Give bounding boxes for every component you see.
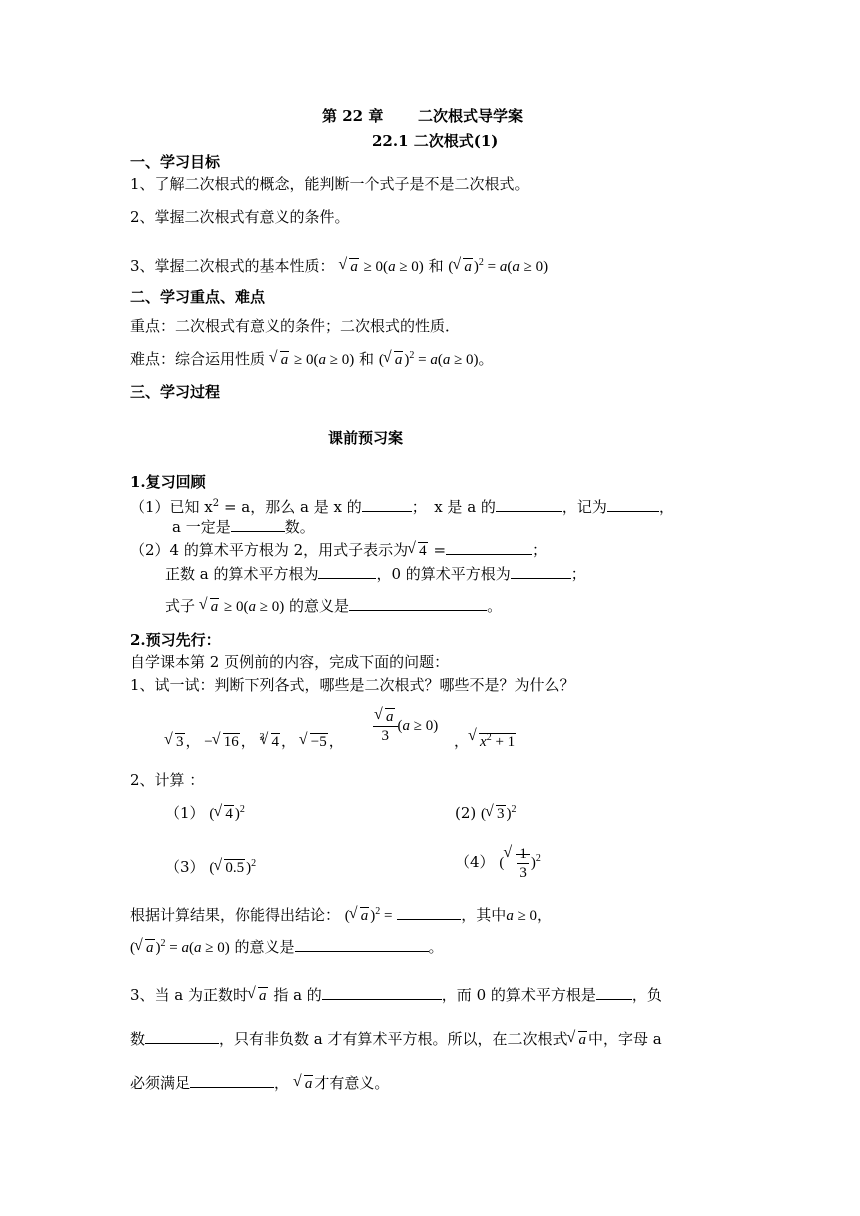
condition-a: a ≥ 0， xyxy=(506,908,553,924)
q2-text-c: ； xyxy=(532,541,548,559)
calc-1-expr: (√ 4 )$^2$ xyxy=(209,806,245,822)
q2-text-g: 式子 xyxy=(165,597,196,615)
q1-text-f: a 一定是 xyxy=(172,518,231,536)
preview-subheading: 课前预习案 xyxy=(328,429,404,447)
formula-nonneg: √ a ≥ 0(a ≥ 0) xyxy=(339,259,423,275)
difficult-prefix: 难点：综合运用性质 xyxy=(130,350,266,368)
q3-text-f: ，只有非负数 a 才有算术平方根。所以，在二次根式 xyxy=(219,1030,568,1048)
conclusion-line2 xyxy=(130,934,444,958)
conclusion-text-c: 的意义是 xyxy=(234,938,295,956)
blank-q2-4[interactable] xyxy=(349,596,487,611)
q3-text-d: ，负 xyxy=(631,986,662,1004)
q2-text-i: 。 xyxy=(487,597,503,615)
q1-text-d: ，记为 xyxy=(561,498,607,516)
goals-heading: 一、学习目标 xyxy=(130,153,221,171)
expr-sqrt-neg5: √ −5 xyxy=(300,734,329,750)
blank-q2-3[interactable] xyxy=(511,564,571,579)
calc-3-expr: (√ 0.5 )$^2$ xyxy=(209,860,256,876)
focus-heading: 二、学习重点、难点 xyxy=(130,288,266,306)
review-heading: 1.复习回顾 xyxy=(130,473,206,491)
section-title: 22.1 二次根式(1) xyxy=(372,132,499,150)
review-q1-line1: （1）已知 $x^2 = a$，那么 a 是 x 的 ； x 是 a 的 ，记为 ， xyxy=(130,498,674,516)
calc-2-expr: (√ 3 )$^2$ xyxy=(481,806,517,822)
q1-text-a: （1）已知 x xyxy=(130,498,213,516)
and-label: 和 xyxy=(428,257,444,275)
calc-1-label: （1） xyxy=(165,804,205,822)
q3-line2 xyxy=(130,1029,662,1050)
q1-text-c: ； x 是 a 的 xyxy=(411,498,496,516)
preview-q2: 2、计算 ： xyxy=(130,771,205,789)
difficult-suffix: 。 xyxy=(478,350,494,368)
q3-line1 xyxy=(130,985,662,1006)
review-q2-line1 xyxy=(130,540,547,561)
calc-3 xyxy=(165,854,256,878)
process-heading: 三、学习过程 xyxy=(130,383,221,401)
conclusion-formula: (√ a )$^2$ = xyxy=(345,908,393,924)
q3-text-i: ， xyxy=(274,1074,290,1092)
blank-q3-1[interactable] xyxy=(322,985,442,1000)
chapter-label: 第 22 章 xyxy=(322,107,384,125)
formula-square-3: (√ a )$^2$ = a(a ≥ 0) xyxy=(130,940,230,956)
q3-text-c: ，而 0 的算术平方根是 xyxy=(441,986,596,1004)
formula-nonneg-3: √ a ≥ 0(a ≥ 0) xyxy=(200,599,284,615)
expr-sqrt-x2-plus-1: ，√ $x^2 + 1$ xyxy=(454,728,517,752)
review-q2-line2 xyxy=(165,564,586,584)
radical-list: √ 3 ， −√ 16 ， $^3$√ 4 ， √ −5 ， xyxy=(165,728,344,752)
q3-text-a: 3、当 a 为正数时 xyxy=(130,986,249,1004)
difficult-point xyxy=(130,346,494,370)
goal-item-3-prefix: 3、掌握二次根式的基本性质： xyxy=(130,257,335,275)
sqrt-4: √ 4 xyxy=(408,543,429,559)
calc-1 xyxy=(165,800,245,824)
preview-intro: 自学课本第 2 页例前的内容，完成下面的问题： xyxy=(130,653,450,671)
review-q1-line2 xyxy=(172,517,315,537)
q1-text-e: ， xyxy=(658,498,674,516)
q1-text-b: = a，那么 a 是 x 的 xyxy=(223,498,362,516)
q2-text-d: 正数 a 的算术平方根为 xyxy=(165,565,319,583)
q3-line3 xyxy=(130,1073,389,1094)
q3-text-g: 中，字母 a xyxy=(588,1030,662,1048)
q2-text-e: ，0 的算术平方根为 xyxy=(376,565,511,583)
blank-conclusion-1[interactable] xyxy=(397,905,461,920)
expr-sqrt-a-over-3: √ $\frac{a}{3}$ (a ≥ 0) xyxy=(373,708,438,745)
q3-text-b: 指 a 的 xyxy=(273,986,322,1004)
formula-nonneg-2: √ a ≥ 0(a ≥ 0) xyxy=(270,352,354,368)
expr-cbrt4: $^3$√ 4 xyxy=(260,734,282,750)
q3-text-j: 才有意义。 xyxy=(314,1074,390,1092)
conclusion-line1 xyxy=(130,902,552,926)
and-label-2: 和 xyxy=(359,350,375,368)
preview-heading: 2.预习先行： xyxy=(130,631,221,649)
calc-4 xyxy=(455,845,541,882)
blank-q3-2[interactable] xyxy=(596,985,632,1000)
q2-text-a: （2）4 的算术平方根为 2，用式子表示为 xyxy=(130,541,409,559)
goal-item-3 xyxy=(130,253,548,277)
sqrt-a-inline-3: √ a xyxy=(294,1076,315,1092)
calc-3-label: （3） xyxy=(165,858,205,876)
calc-2 xyxy=(455,800,517,824)
conclusion-text-a: 根据计算结果，你能得出结论： xyxy=(130,906,341,924)
review-q2-line3 xyxy=(165,596,502,617)
q2-text-h: 的意义是 xyxy=(289,597,350,615)
q3-text-e: 数 xyxy=(130,1030,146,1048)
blank-q3-3[interactable] xyxy=(145,1029,219,1044)
conclusion-text-b: ，其中 xyxy=(461,906,507,924)
calc-4-label: （4） xyxy=(455,852,495,871)
q3-text-h: 必须满足 xyxy=(130,1074,191,1092)
formula-square: (√ a )$^2$ = a(a ≥ 0) xyxy=(448,259,548,275)
calc-2-label: (2) xyxy=(455,804,477,822)
sqrt-a-inline-2: √ a xyxy=(568,1032,589,1048)
blank-q2-2[interactable] xyxy=(318,564,376,579)
sqrt-a-inline-1: √ a xyxy=(248,988,269,1004)
blank-q3-4[interactable] xyxy=(190,1073,274,1088)
goal-item-1: 1、了解二次根式的概念，能判断一个式子是不是二次根式。 xyxy=(130,175,530,193)
blank-q1-3[interactable] xyxy=(607,497,659,512)
q2-text-b: = xyxy=(433,541,447,559)
goal-item-2: 2、掌握二次根式有意义的条件。 xyxy=(130,208,350,226)
blank-conclusion-2[interactable] xyxy=(295,937,429,952)
blank-q2-1[interactable] xyxy=(446,540,532,555)
blank-q1-1[interactable] xyxy=(362,497,412,512)
blank-q1-2[interactable] xyxy=(496,497,562,512)
key-point: 重点：二次根式有意义的条件；二次根式的性质． xyxy=(130,317,461,335)
q2-text-f: ； xyxy=(570,565,586,583)
q1-text-g: 数。 xyxy=(284,518,315,536)
page-title: 二次根式导学案 xyxy=(418,107,524,125)
preview-q1: 1、试一试：判断下列各式，哪些是二次根式？哪些不是？为什么？ xyxy=(130,676,575,694)
conclusion-text-d: 。 xyxy=(428,938,444,956)
expr-sqrt3: √ 3 xyxy=(165,734,186,750)
formula-square-2: (√ a )$^2$ = a(a ≥ 0) xyxy=(379,352,479,368)
calc-4-expr: ( √ $\frac{1}{3}$ )$^2$ xyxy=(499,855,541,871)
expr-neg-sqrt16: −√ 16 xyxy=(204,734,240,750)
blank-q1-4[interactable] xyxy=(231,517,285,532)
